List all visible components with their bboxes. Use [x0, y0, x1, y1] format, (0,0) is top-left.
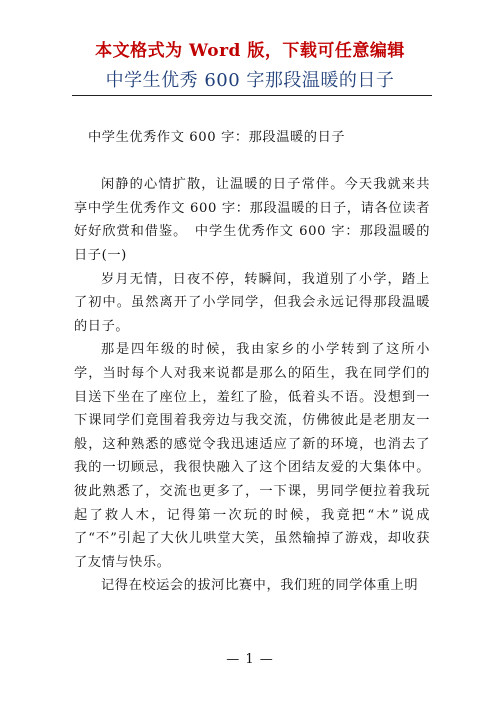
paragraph-3: 那是四年级的时候，我由家乡的小学转到了这所小学，当时每个人对我来说都是那么的陌生，我在同学们的目送下坐在了座位上，羞红了脸，低着头不语。没想到一下课同学们竟围着我旁边与我交流，仿佛彼此是老朋友一般，这种熟悉的感觉令我迅速适应了新的环境，也消去了我的一切顾忌，我很快融入了这个团结友爱的大集体中。彼此熟悉了，交流也更多了，一下课，男同学便拉着我玩起了救人木，记得第一次玩的时候，我竟把“木”说成了“不”引起了大伙儿哄堂大笑，虽然输掉了游戏，却收获了友情与快乐。 — [74, 342, 430, 570]
paragraph-4: 记得在校运会的拔河比赛中，我们班的同学体重上明 — [101, 578, 419, 594]
page-number: — 1 — — [226, 652, 274, 667]
document-title: 中学生优秀 600 字那段温暖的日子 — [105, 70, 395, 91]
article-subtitle: 中学生优秀作文 600 字：那段温暖的日子 — [88, 130, 346, 145]
article-body — [74, 126, 430, 598]
download-banner: 本文格式为 Word 版，下载可任意编辑 — [95, 41, 405, 61]
paragraph-2: 岁月无情，日夜不停，转瞬间，我道别了小学，踏上了初中。虽然离开了小学同学，但我会永远记得那段温暖的日子。 — [74, 271, 430, 334]
title-divider — [72, 95, 432, 96]
paragraph-1: 闲静的心情扩散，让温暖的日子常伴。今天我就来共享中学生优秀作文 600 字：那段温暖的日子，请各位读者好好欣赏和借鉴。 中学生优秀作文 600 字：那段温暖的日子(一) — [74, 177, 430, 263]
